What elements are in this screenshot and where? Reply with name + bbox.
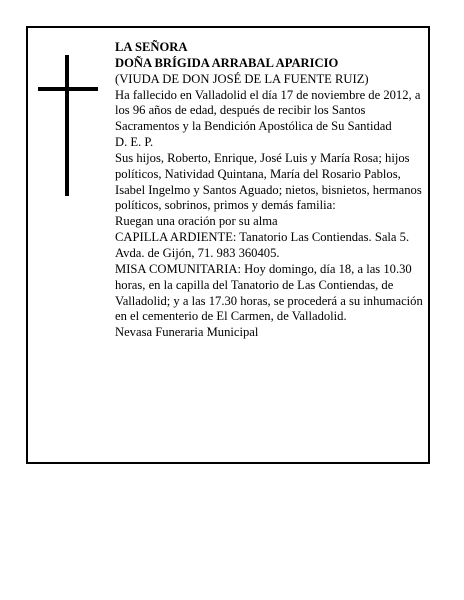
family-list: Sus hijos, Roberto, Enrique, José Luis y María Rosa; hijos políticos, Natividad Quintana, María del Rosario Pablos, Isabel Ingelmo y Santos Aguado; nietos, bisnietos, hermanos políticos, sobrinos, primos y demás familia:	[115, 150, 422, 213]
title-line: LA SEÑORA	[115, 40, 188, 54]
cross-icon-horizontal-bar	[38, 87, 98, 91]
widow-of: (VIUDA DE DON JOSÉ DE LA FUENTE RUIZ)	[115, 71, 369, 86]
deceased-name: DOÑA BRÍGIDA ARRABAL APARICIO	[115, 55, 339, 70]
death-info: Ha fallecido en Valladolid el día 17 de noviembre de 2012, a los 96 años de edad, después de recibir los Santos Sacramentos y la Bendición Apostólica de Su Santidad	[115, 87, 421, 134]
rip: D. E. P.	[115, 135, 154, 150]
chapel-info: CAPILLA ARDIENTE: Tanatorio Las Contiendas. Sala 5. Avda. de Gijón, 71. 983 360405.	[115, 230, 410, 260]
mass-info: MISA COMUNITARIA: Hoy domingo, día 18, a las 10.30 horas, en la capilla del Tanatorio de Las Contiendas, de Valladolid; y a las 17.30 horas, se procederá a su inhumación en el cementerio de El Carmen, de Valladolid.	[115, 261, 423, 324]
cross-icon-vertical-bar	[65, 55, 69, 196]
obituary-text	[115, 40, 427, 341]
prayer-request: Ruegan una oración por su alma	[115, 214, 278, 229]
funeral-home: Nevasa Funeraria Municipal	[115, 325, 259, 340]
